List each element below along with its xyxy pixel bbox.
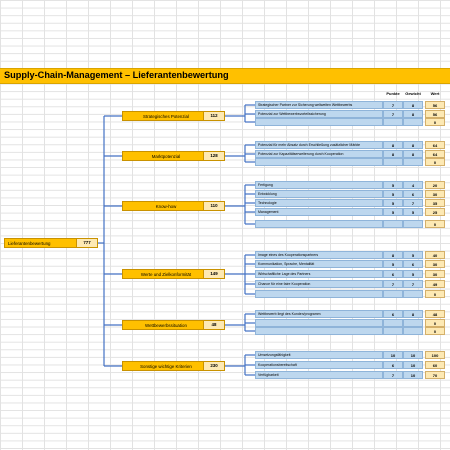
row-gewicht[interactable] [403, 118, 423, 126]
row-description[interactable] [255, 327, 383, 335]
row-gewicht[interactable] [403, 220, 423, 228]
row-punkte[interactable]: 5 [383, 208, 403, 216]
row-wert[interactable]: 0 [425, 327, 445, 335]
group-label: Know-how [155, 204, 177, 210]
group-label: Wettbewerbssituation [145, 323, 187, 329]
group-label: Werte und Zielkonformität [140, 272, 192, 278]
row-gewicht[interactable]: 5 [403, 270, 423, 278]
row-wert[interactable]: 40 [425, 251, 445, 259]
table-row [255, 199, 445, 207]
row-description[interactable]: Potenzial zur Kapazitätserweiterung durch Kooperation [255, 150, 383, 158]
row-description[interactable] [255, 158, 383, 166]
row-punkte[interactable] [383, 290, 403, 298]
row-description[interactable] [255, 319, 383, 327]
row-gewicht[interactable]: 4 [403, 181, 423, 189]
row-gewicht[interactable]: 10 [403, 371, 423, 379]
group-value: 128 [203, 152, 224, 160]
table-row [255, 110, 445, 118]
row-punkte[interactable]: 8 [383, 150, 403, 158]
row-gewicht[interactable]: 5 [403, 251, 423, 259]
row-description[interactable] [255, 290, 383, 298]
row-description[interactable]: Verfügbarkeit [255, 371, 383, 379]
row-gewicht[interactable] [403, 319, 423, 327]
group-value: 48 [203, 321, 224, 329]
row-description[interactable]: Umsetzungsfähigkeit [255, 351, 383, 359]
root-node[interactable] [4, 238, 98, 248]
row-wert[interactable]: 30 [425, 270, 445, 278]
group-label: Marktpotenzial [151, 154, 181, 160]
group-value: 110 [203, 202, 224, 210]
table-row [255, 270, 445, 278]
row-punkte[interactable]: 7 [383, 110, 403, 118]
group-node[interactable] [122, 201, 225, 211]
row-description[interactable]: Wettbewerb liegt des Kunden/programm [255, 310, 383, 318]
column-header-punkte: Punkte [386, 91, 400, 96]
row-description[interactable]: Fertigung [255, 181, 383, 189]
row-punkte[interactable]: 6 [383, 361, 403, 369]
row-gewicht[interactable]: 6 [403, 260, 423, 268]
group-label: Strategisches Potenzial [143, 114, 189, 120]
row-punkte[interactable]: 5 [383, 199, 403, 207]
table-row [255, 101, 445, 109]
row-punkte[interactable]: 8 [383, 141, 403, 149]
row-description[interactable]: Strategischer Partner zur Sicherung weltweiten Wettbewerbs [255, 101, 383, 109]
column-header-wert: Wert [430, 91, 440, 96]
group-value: 230 [203, 362, 224, 370]
row-gewicht[interactable] [403, 158, 423, 166]
table-row [255, 371, 445, 379]
row-gewicht[interactable]: 7 [403, 280, 423, 288]
root-node-value: 777 [76, 239, 97, 247]
group-value: 149 [203, 270, 224, 278]
row-wert[interactable]: 64 [425, 150, 445, 158]
row-punkte[interactable]: 7 [383, 371, 403, 379]
row-gewicht[interactable] [403, 327, 423, 335]
table-row [255, 150, 445, 158]
column-header-gewicht: Gewicht [405, 91, 421, 96]
row-punkte[interactable] [383, 327, 403, 335]
root-node-label: Lieferantenbewertung [8, 241, 51, 247]
row-punkte[interactable] [383, 220, 403, 228]
row-wert[interactable]: 56 [425, 110, 445, 118]
row-description[interactable]: Kooperationsbereitschaft [255, 361, 383, 369]
group-node[interactable] [122, 361, 225, 371]
group-node[interactable] [122, 320, 225, 330]
row-gewicht[interactable] [403, 290, 423, 298]
row-punkte[interactable] [383, 319, 403, 327]
table-row [255, 280, 445, 288]
table-row [255, 260, 445, 268]
table-row [255, 351, 445, 359]
table-row [255, 141, 445, 149]
row-description[interactable]: Potenzial zur Wettbewerbsvorteilssicherung [255, 110, 383, 118]
row-wert[interactable]: 30 [425, 190, 445, 198]
row-description[interactable]: Wirtschaftliche Lage des Partners [255, 270, 383, 278]
row-description[interactable] [255, 118, 383, 126]
table-row [255, 158, 445, 166]
row-wert[interactable]: 30 [425, 260, 445, 268]
row-gewicht[interactable]: 5 [403, 208, 423, 216]
row-description[interactable]: Entwicklung [255, 190, 383, 198]
row-punkte[interactable]: 5 [383, 181, 403, 189]
table-row [255, 327, 445, 335]
row-punkte[interactable]: 6 [383, 310, 403, 318]
table-row [255, 290, 445, 298]
group-node[interactable] [122, 269, 225, 279]
table-row [255, 181, 445, 189]
row-description[interactable]: Image eines des Kooperationspartners [255, 251, 383, 259]
row-wert[interactable]: 0 [425, 158, 445, 166]
group-node[interactable] [122, 151, 225, 161]
row-description[interactable]: Chance für eine faire Kooperation [255, 280, 383, 288]
row-punkte[interactable] [383, 118, 403, 126]
row-description[interactable] [255, 220, 383, 228]
table-row [255, 118, 445, 126]
row-description[interactable]: Potenzial für mehr Absatz durch Erschließung zusätzlicher Märkte [255, 141, 383, 149]
row-gewicht[interactable]: 10 [403, 361, 423, 369]
row-wert[interactable]: 64 [425, 141, 445, 149]
row-wert[interactable]: 56 [425, 101, 445, 109]
row-punkte[interactable]: 7 [383, 101, 403, 109]
table-row [255, 208, 445, 216]
page-title: Supply-Chain-Management – Lieferantenbewertung [4, 70, 229, 80]
group-node[interactable] [122, 111, 225, 121]
row-wert[interactable]: 20 [425, 181, 445, 189]
row-punkte[interactable]: 7 [383, 280, 403, 288]
row-wert[interactable]: 25 [425, 208, 445, 216]
row-punkte[interactable]: 5 [383, 260, 403, 268]
row-wert[interactable]: 0 [425, 118, 445, 126]
row-wert[interactable]: 49 [425, 280, 445, 288]
row-wert[interactable]: 0 [425, 290, 445, 298]
table-row [255, 220, 445, 228]
row-description[interactable]: Technologie [255, 199, 383, 207]
row-gewicht[interactable]: 8 [403, 150, 423, 158]
row-punkte[interactable]: 8 [383, 251, 403, 259]
table-row [255, 251, 445, 259]
table-row [255, 361, 445, 369]
row-wert[interactable]: 48 [425, 310, 445, 318]
row-gewicht[interactable]: 10 [403, 351, 423, 359]
row-wert[interactable]: 70 [425, 371, 445, 379]
row-gewicht[interactable]: 7 [403, 199, 423, 207]
row-description[interactable]: Management [255, 208, 383, 216]
table-row [255, 319, 445, 327]
row-punkte[interactable] [383, 158, 403, 166]
row-gewicht[interactable]: 8 [403, 110, 423, 118]
table-row [255, 310, 445, 318]
row-punkte[interactable]: 5 [383, 190, 403, 198]
row-gewicht[interactable]: 8 [403, 141, 423, 149]
row-wert[interactable]: 100 [425, 351, 445, 359]
row-description[interactable]: Kommunikation, Sprache, Mentalität [255, 260, 383, 268]
row-wert[interactable]: 0 [425, 220, 445, 228]
row-gewicht[interactable]: 8 [403, 101, 423, 109]
table-row [255, 190, 445, 198]
group-value: 112 [203, 112, 224, 120]
row-gewicht[interactable]: 8 [403, 310, 423, 318]
row-gewicht[interactable]: 6 [403, 190, 423, 198]
row-wert[interactable]: 35 [425, 199, 445, 207]
row-wert[interactable]: 0 [425, 319, 445, 327]
row-punkte[interactable]: 10 [383, 351, 403, 359]
row-wert[interactable]: 60 [425, 361, 445, 369]
group-label: Sonstige wichtige Kriterien [140, 364, 192, 370]
row-punkte[interactable]: 6 [383, 270, 403, 278]
